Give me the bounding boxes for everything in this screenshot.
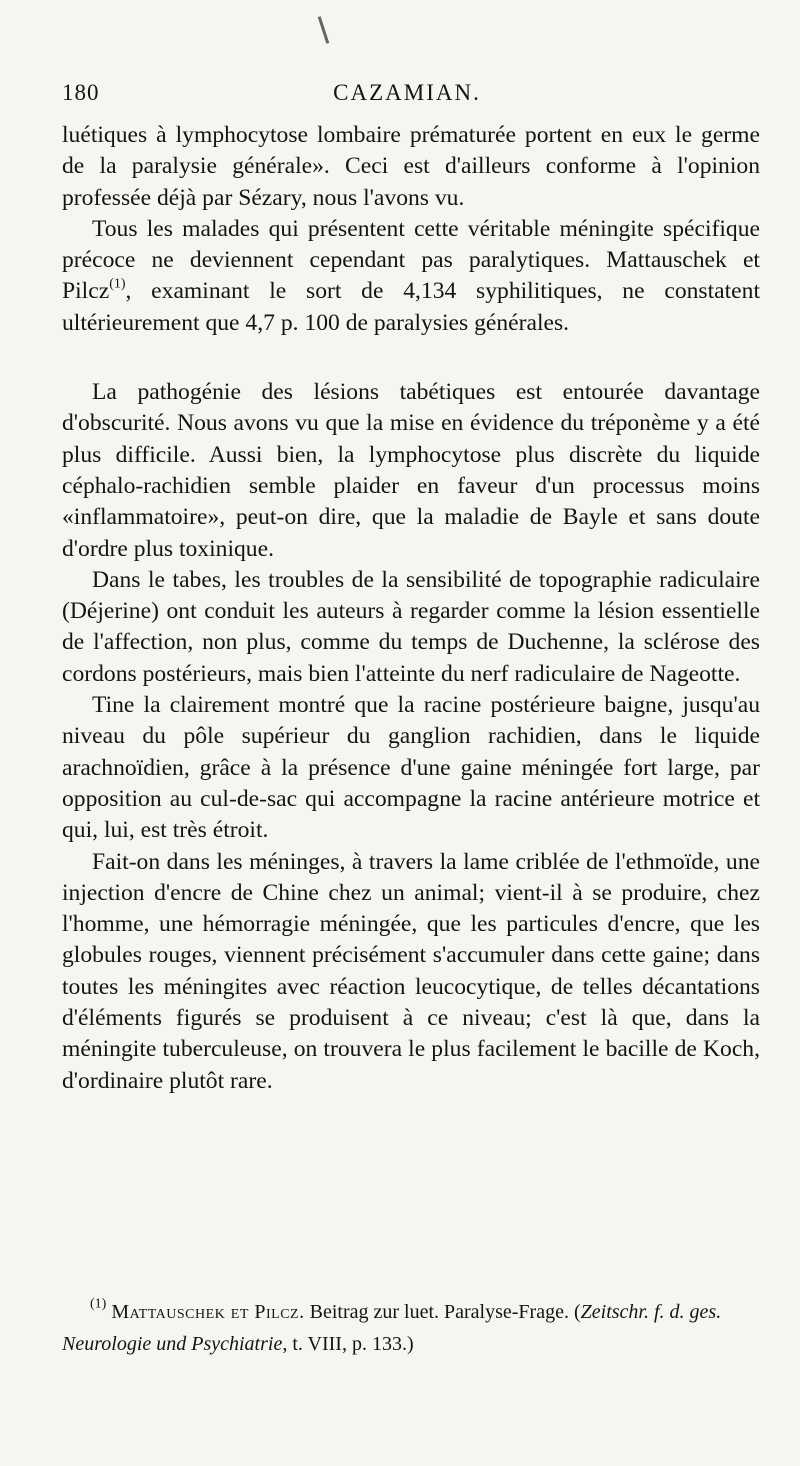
section-gap xyxy=(62,339,760,377)
running-head: CAZAMIAN. xyxy=(333,80,481,105)
paragraph-pathogenie: La pathogénie des lésions tabétiques est entourée davantage d'obscurité. Nous avons vu que la mise en évidence du tréponème y a été plus difficile. Aussi bien, la lymphocytose plus discrète du liquide céphalo-rachidien semble plaider en faveur d'un processus moins «inflammatoire», peut-on dire, que la maladie de Bayle et sans doute d'ordre plus toxinique. xyxy=(62,379,760,562)
body-text xyxy=(62,120,760,1097)
paragraph-malades xyxy=(62,214,760,339)
paragraph-meninges: Fait-on dans les méninges, à travers la lame criblée de l'ethmoïde, une injection d'encre de Chine chez un animal; vient-il à se produire, chez l'homme, une hémorragie méningée, que les particules d'encre, que les globules rouges, viennent précisément s'accumuler dans cette gaine; dans toutes les méningites avec réaction leucocytique, de telles décantations d'éléments figurés se produisent à ce niveau; c'est là que, dans la méningite tuberculeuse, on trouvera le plus facilement le bacille de Koch, d'ordinaire plutôt rare. xyxy=(62,848,760,1094)
paragraph-tabes: Dans le tabes, les troubles de la sensibilité de topographie radiculaire (Déjerine) ont conduit les auteurs à regarder comme la lésion essentielle de l'affection, non plus, comme du temps de Duchenne, la sclérose des cordons postérieurs, mais bien l'atteinte du nerf radiculaire de Nageotte. xyxy=(62,566,760,687)
paragraph-tine: Tine la clairement montré que la racine postérieure baigne, jusqu'au niveau du pôle supérieur du ganglion rachidien, dans le liquide arachnoïdien, grâce à la présence d'une gaine méningée fort large, par opposition au cul-de-sac qui accompagne la racine antérieure motrice et qui, lui, est très étroit. xyxy=(62,692,760,844)
paragraph-malades-text-end: , examinant le sort de 4,134 syphilitiques, ne constatent ultérieurement que 4,7 p. 100 de paralysies générales. xyxy=(62,278,760,336)
footnote-marker: (1) xyxy=(90,1296,107,1312)
paragraph-continuation: luétiques à lymphocytose lombaire prématurée portent en eux le germe de la paralysie générale». Ceci est d'ailleurs conforme à l'opinion professée déjà par Sézary, nous l'avons vu. xyxy=(62,122,760,211)
margin-mark xyxy=(318,16,330,44)
footnote-journal: Zeitschr. f. d. ges. Neurologie und Psychiatrie xyxy=(62,1301,722,1355)
page-header xyxy=(62,80,752,110)
footnote-volume: , t. VIII, p. 133.) xyxy=(282,1333,414,1355)
paragraph-malades-text: Tous les malades qui présentent cette véritable méningite spécifique précoce ne deviennent cependant pas paralytiques. Mattauschek et Pilcz xyxy=(62,215,760,305)
footnote-title: Beitrag zur luet. Paralyse-Frage. xyxy=(309,1301,569,1323)
footnotes xyxy=(62,1296,760,1360)
page-number: 180 xyxy=(62,80,100,105)
footnote-authors: Mattauschek et Pilcz. xyxy=(111,1301,305,1323)
footnote-1 xyxy=(62,1296,760,1360)
footnote-reference[interactable]: (1) xyxy=(109,276,126,292)
footnote-journal-open: ( xyxy=(573,1301,581,1323)
